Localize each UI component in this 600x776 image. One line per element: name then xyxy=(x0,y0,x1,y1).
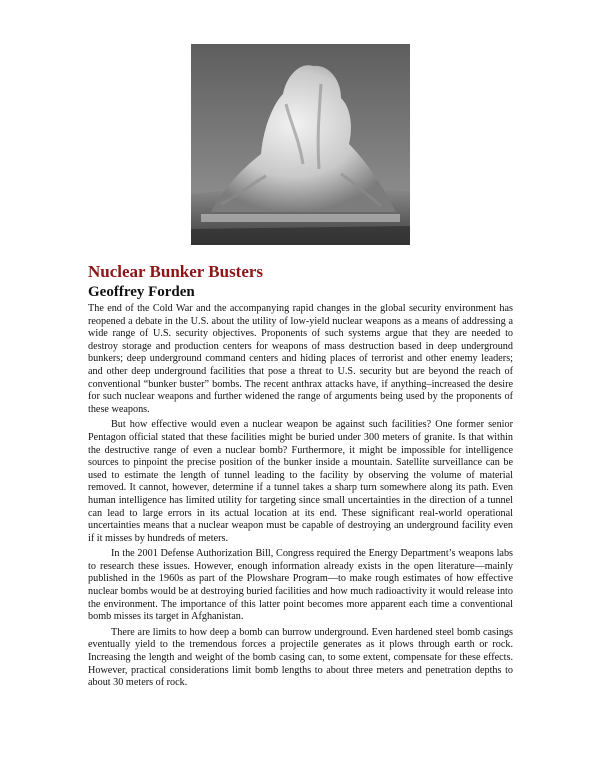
explosion-photo xyxy=(191,44,410,245)
article-title: Nuclear Bunker Busters xyxy=(88,262,264,281)
paragraph: There are limits to how deep a bomb can burrow underground. Even hardened steel bomb casings eventually yield to the tremendous forces a projectile generates as it plows through earth or rock. Increasing the length and weight of the bomb casing can, to some extent, compensate for these effects. However, practical considerations limit bomb lengths to about three meters and penetration depths to about 30 meters of rock. xyxy=(88,626,513,689)
article-body xyxy=(88,303,513,693)
paragraph: The end of the Cold War and the accompanying rapid changes in the global security environment has reopened a debate in the U.S. about the utility of low-yield nuclear weapons as a means of addressing a wide range of U.S. security objectives. Proponents of such systems argue that they are needed to destroy storage and production centers for weapons of mass destruction based in deep underground bunkers; deep underground command centers and hiding places of terrorist and other enemy leaders; and other deep underground facilities that pose a threat to U.S. security but are beyond the reach of conventional “bunker buster” bombs. The recent anthrax attacks have, if anything–increased the desire for such nuclear weapons and further widened the range of arguments being used by the proponents of these weapons. xyxy=(88,303,513,415)
article-author: Geoffrey Forden xyxy=(88,284,195,300)
paragraph: In the 2001 Defense Authorization Bill, Congress required the Energy Department’s weapons labs to research these issues. However, enough information already exists in the open literature—mainly published in the 1960s as part of the Plowshare Program—to make rough estimates of how effective nuclear bombs would be at destroying buried facilities and how much radioactivity it would release into the environment. The importance of this latter point becomes more apparent each time a conventional bomb misses its target in Afghanistan. xyxy=(88,548,513,623)
paragraph: But how effective would even a nuclear weapon be against such facilities? One former senior Pentagon official stated that these facilities might be buried under 300 meters of granite. Is that within the destructive range of even a nuclear bomb? Furthermore, it might be impossible for intelligence sources to pinpoint the precise position of the bunker inside a mountain. Satellite surveillance can be used to estimate the length of tunnel leading to the facility by observing the volume of material removed. It cannot, however, determine if a tunnel takes a sharp turn somewhere along its path. Even human intelligence has limited utility for targeting since small uncertainties in the direction of a tunnel can lead to large errors in its actual location at its end. These significant real-world operational uncertainties means that a nuclear weapon must be capable of destroying an underground facility even if it misses by hundreds of meters. xyxy=(88,419,513,544)
